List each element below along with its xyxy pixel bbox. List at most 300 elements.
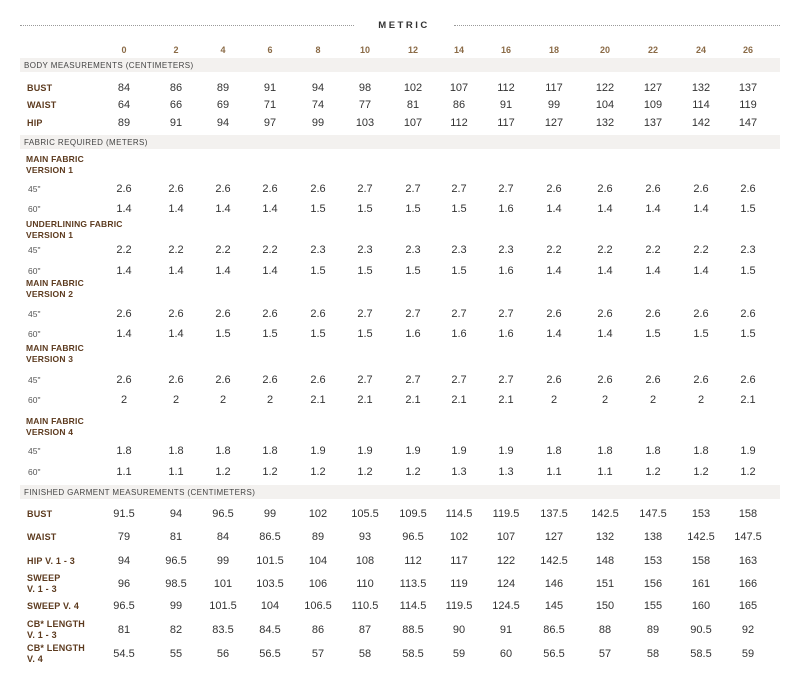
cell-fabric: 1.5 [405, 265, 421, 277]
cell-finished: 96.5 [212, 508, 234, 520]
size-header-12: 12 [407, 45, 418, 55]
cell-body: 86 [452, 99, 466, 111]
fabric-group-title: UNDERLINING FABRIC [26, 219, 123, 229]
cell-fabric: 1.5 [357, 203, 373, 215]
cell-fabric: 2.3 [310, 244, 326, 256]
cell-fabric: 2.6 [262, 374, 278, 386]
cell-finished: 113.5 [399, 578, 427, 590]
cell-fabric: 1.4 [262, 203, 278, 215]
cell-fabric: 2 [266, 394, 274, 406]
cell-fabric: 1.4 [546, 328, 562, 340]
cell-body: 91 [499, 99, 513, 111]
fabric-group-title: MAIN FABRIC [26, 416, 84, 426]
cell-finished: 55 [169, 648, 183, 660]
fabric-group-title: VERSION 1 [26, 230, 74, 240]
cell-fabric: 2.6 [597, 374, 613, 386]
size-header-4: 4 [220, 45, 226, 55]
cell-fabric: 2 [697, 394, 705, 406]
cell-finished: 102 [308, 508, 328, 520]
size-header-14: 14 [453, 45, 464, 55]
cell-body: 102 [403, 82, 423, 94]
cell-fabric: 2.6 [740, 183, 756, 195]
cell-fabric: 2 [550, 394, 558, 406]
fabric-group-title: VERSION 4 [26, 427, 74, 437]
cell-fabric: 2.6 [116, 374, 132, 386]
cell-fabric: 2.7 [451, 183, 467, 195]
cell-fabric: 1.3 [451, 466, 467, 478]
cell-fabric: 2.6 [597, 308, 613, 320]
cell-fabric: 2.2 [597, 244, 613, 256]
cell-finished: 119.5 [445, 600, 473, 612]
size-header-0: 0 [121, 45, 127, 55]
cell-finished: 93 [358, 531, 372, 543]
cell-fabric: 1.8 [693, 445, 709, 457]
size-header-26: 26 [742, 45, 753, 55]
cell-finished: 109.5 [399, 508, 427, 520]
cell-finished: 89 [311, 531, 325, 543]
cell-fabric: 1.6 [498, 328, 514, 340]
cell-fabric: 1.6 [451, 328, 467, 340]
cell-fabric: 1.4 [168, 203, 184, 215]
size-header-8: 8 [315, 45, 321, 55]
cell-body: 64 [117, 99, 131, 111]
cell-finished: 59 [452, 648, 466, 660]
cell-fabric: 1.2 [645, 466, 661, 478]
cell-finished: 56.5 [259, 648, 281, 660]
row-label-finished: V. 1 - 3 [27, 629, 57, 640]
cell-fabric: 1.5 [451, 265, 467, 277]
row-label-body-hip: HIP [27, 118, 43, 128]
cell-finished: 99 [263, 508, 277, 520]
cell-fabric: 1.5 [693, 328, 709, 340]
cell-fabric: 1.2 [405, 466, 421, 478]
cell-finished: 155 [643, 600, 663, 612]
cell-fabric: 2.7 [498, 308, 514, 320]
cell-fabric: 2.2 [262, 244, 278, 256]
cell-fabric: 2.6 [116, 183, 132, 195]
cell-finished: 56 [216, 648, 230, 660]
cell-fabric: 2.6 [645, 308, 661, 320]
cell-fabric: 2 [219, 394, 227, 406]
row-label-width: 60" [28, 266, 41, 276]
cell-fabric: 2.7 [405, 183, 421, 195]
cell-finished: 86 [311, 624, 325, 636]
row-label-body-bust: BUST [27, 83, 53, 93]
cell-fabric: 2.1 [498, 394, 514, 406]
cell-fabric: 1.6 [498, 265, 514, 277]
cell-fabric: 1.8 [597, 445, 613, 457]
row-label-width: 45" [28, 375, 41, 385]
cell-finished: 148 [595, 555, 615, 567]
cell-fabric: 2.6 [597, 183, 613, 195]
cell-fabric: 2.7 [451, 308, 467, 320]
cell-finished: 96.5 [402, 531, 424, 543]
section-label-body-measurements: BODY MEASUREMENTS (CENTIMETERS) [24, 61, 194, 70]
cell-fabric: 1.9 [357, 445, 373, 457]
cell-fabric: 2.7 [405, 308, 421, 320]
cell-finished: 119 [450, 578, 468, 590]
cell-fabric: 1.4 [597, 265, 613, 277]
cell-finished: 56.5 [543, 648, 565, 660]
cell-fabric: 2.7 [357, 374, 373, 386]
fabric-group-title: VERSION 2 [26, 289, 74, 299]
cell-finished: 58 [646, 648, 660, 660]
cell-body: 86 [169, 82, 183, 94]
row-label-finished: WAIST [27, 532, 57, 542]
cell-body: 77 [358, 99, 372, 111]
cell-finished: 132 [595, 531, 615, 543]
cell-finished: 156 [643, 578, 663, 590]
cell-finished: 127 [544, 531, 564, 543]
row-label-width: 60" [28, 329, 41, 339]
cell-fabric: 2.2 [693, 244, 709, 256]
cell-fabric: 1.8 [546, 445, 562, 457]
cell-fabric: 1.4 [597, 203, 613, 215]
cell-finished: 104 [260, 600, 280, 612]
cell-body: 127 [544, 117, 564, 129]
cell-finished: 119.5 [492, 508, 520, 520]
cell-fabric: 1.8 [645, 445, 661, 457]
cell-finished: 142.5 [591, 508, 619, 520]
cell-body: 71 [263, 99, 277, 111]
cell-fabric: 1.2 [310, 466, 326, 478]
cell-finished: 142.5 [687, 531, 715, 543]
cell-body: 119 [739, 99, 757, 111]
cell-fabric: 2.1 [405, 394, 421, 406]
cell-fabric: 1.1 [546, 466, 562, 478]
cell-fabric: 1.8 [215, 445, 231, 457]
cell-finished: 124 [496, 578, 516, 590]
cell-fabric: 1.4 [693, 203, 709, 215]
cell-fabric: 2.6 [116, 308, 132, 320]
cell-finished: 96.5 [113, 600, 135, 612]
cell-fabric: 2.1 [740, 394, 756, 406]
cell-fabric: 2.1 [310, 394, 326, 406]
cell-fabric: 1.4 [597, 328, 613, 340]
cell-fabric: 2.7 [451, 374, 467, 386]
size-header-18: 18 [548, 45, 559, 55]
cell-fabric: 2.6 [310, 308, 326, 320]
cell-finished: 90.5 [690, 624, 712, 636]
row-label-finished: SWEEP V. 4 [27, 601, 80, 611]
cell-fabric: 2.2 [116, 244, 132, 256]
cell-body: 122 [595, 82, 615, 94]
size-header-10: 10 [359, 45, 370, 55]
cell-body: 89 [216, 82, 230, 94]
cell-fabric: 1.3 [498, 466, 514, 478]
cell-fabric: 2.3 [498, 244, 514, 256]
cell-body: 107 [403, 117, 423, 129]
row-label-body-waist: WAIST [27, 100, 57, 110]
cell-finished: 165 [738, 600, 758, 612]
cell-fabric: 1.9 [498, 445, 514, 457]
cell-fabric: 1.5 [262, 328, 278, 340]
cell-body: 91 [263, 82, 277, 94]
cell-body: 147 [738, 117, 758, 129]
cell-finished: 108 [355, 555, 375, 567]
cell-fabric: 2.6 [168, 183, 184, 195]
row-label-finished: V. 4 [27, 653, 43, 664]
cell-finished: 150 [595, 600, 615, 612]
cell-fabric: 2.2 [546, 244, 562, 256]
cell-body: 97 [263, 117, 277, 129]
cell-finished: 99 [169, 600, 183, 612]
fabric-group-title: MAIN FABRIC [26, 154, 84, 164]
cell-finished: 90 [452, 624, 466, 636]
cell-body: 112 [450, 117, 468, 129]
cell-fabric: 2.7 [357, 308, 373, 320]
cell-fabric: 1.4 [168, 328, 184, 340]
cell-finished: 166 [738, 578, 758, 590]
cell-finished: 57 [598, 648, 612, 660]
cell-body: 127 [643, 82, 663, 94]
cell-fabric: 2.6 [262, 308, 278, 320]
cell-fabric: 2 [172, 394, 180, 406]
cell-fabric: 2.6 [645, 183, 661, 195]
cell-fabric: 1.2 [740, 466, 756, 478]
cell-fabric: 2.3 [451, 244, 467, 256]
cell-body: 98 [358, 82, 372, 94]
cell-fabric: 1.4 [215, 203, 231, 215]
row-label-width: 45" [28, 446, 41, 456]
cell-finished: 110.5 [351, 600, 379, 612]
cell-fabric: 2.6 [693, 308, 709, 320]
cell-finished: 147.5 [639, 508, 667, 520]
size-header-16: 16 [500, 45, 511, 55]
cell-body: 99 [311, 117, 325, 129]
cell-fabric: 1.2 [262, 466, 278, 478]
fabric-group-title: MAIN FABRIC [26, 343, 84, 353]
cell-fabric: 1.4 [262, 265, 278, 277]
cell-body: 74 [311, 99, 325, 111]
size-header-6: 6 [267, 45, 273, 55]
size-header-24: 24 [695, 45, 706, 55]
row-label-finished: V. 1 - 3 [27, 583, 57, 594]
cell-finished: 112 [404, 555, 422, 567]
row-label-finished: BUST [27, 509, 53, 519]
cell-fabric: 1.2 [215, 466, 231, 478]
cell-fabric: 2.6 [740, 374, 756, 386]
cell-fabric: 1.5 [645, 328, 661, 340]
cell-finished: 145 [544, 600, 564, 612]
row-label-finished: HIP V. 1 - 3 [27, 556, 75, 566]
cell-body: 112 [497, 82, 515, 94]
cell-body: 132 [595, 117, 615, 129]
cell-fabric: 2.6 [215, 183, 231, 195]
cell-finished: 83.5 [212, 624, 234, 636]
cell-fabric: 1.9 [310, 445, 326, 457]
cell-fabric: 1.5 [215, 328, 231, 340]
cell-finished: 89 [646, 624, 660, 636]
size-header-22: 22 [647, 45, 658, 55]
cell-body: 66 [169, 99, 183, 111]
cell-fabric: 1.4 [116, 265, 132, 277]
cell-fabric: 1.8 [262, 445, 278, 457]
cell-finished: 57 [311, 648, 325, 660]
cell-fabric: 1.8 [168, 445, 184, 457]
section-label-finished-garment: FINISHED GARMENT MEASUREMENTS (CENTIMETERS) [24, 488, 256, 497]
cell-body: 114 [692, 99, 710, 111]
cell-body: 94 [216, 117, 230, 129]
cell-finished: 96 [117, 578, 131, 590]
cell-fabric: 1.4 [693, 265, 709, 277]
cell-finished: 84 [216, 531, 230, 543]
cell-finished: 88.5 [402, 624, 424, 636]
cell-body: 104 [595, 99, 615, 111]
cell-finished: 94 [117, 555, 131, 567]
cell-fabric: 1.5 [357, 265, 373, 277]
cell-fabric: 1.1 [597, 466, 613, 478]
size-header-2: 2 [173, 45, 179, 55]
cell-fabric: 1.5 [405, 203, 421, 215]
cell-body: 99 [547, 99, 561, 111]
cell-finished: 142.5 [540, 555, 568, 567]
size-header-20: 20 [599, 45, 610, 55]
cell-finished: 94 [169, 508, 183, 520]
cell-fabric: 2 [601, 394, 609, 406]
cell-fabric: 2.6 [215, 374, 231, 386]
cell-finished: 59 [741, 648, 755, 660]
cell-finished: 99 [216, 555, 230, 567]
fabric-group-title: VERSION 1 [26, 165, 74, 175]
cell-finished: 58 [358, 648, 372, 660]
dotted-rule-left [20, 25, 354, 26]
cell-finished: 86.5 [259, 531, 281, 543]
cell-fabric: 1.5 [740, 203, 756, 215]
cell-fabric: 1.4 [116, 328, 132, 340]
cell-finished: 84.5 [259, 624, 281, 636]
cell-fabric: 2.6 [310, 183, 326, 195]
cell-fabric: 1.4 [215, 265, 231, 277]
cell-body: 91 [169, 117, 183, 129]
cell-fabric: 1.5 [357, 328, 373, 340]
cell-finished: 104 [308, 555, 328, 567]
cell-fabric: 2.6 [740, 308, 756, 320]
cell-fabric: 2.7 [498, 183, 514, 195]
cell-fabric: 1.4 [116, 203, 132, 215]
cell-fabric: 2.7 [357, 183, 373, 195]
row-label-finished: CB* LENGTH [27, 643, 85, 653]
cell-finished: 161 [691, 578, 711, 590]
cell-finished: 158 [691, 555, 711, 567]
cell-finished: 153 [691, 508, 711, 520]
cell-fabric: 1.4 [546, 203, 562, 215]
cell-finished: 137.5 [540, 508, 568, 520]
cell-fabric: 2.6 [693, 183, 709, 195]
cell-fabric: 1.5 [740, 328, 756, 340]
cell-body: 132 [691, 82, 711, 94]
cell-finished: 54.5 [113, 648, 135, 660]
cell-fabric: 2.6 [546, 183, 562, 195]
cell-finished: 87 [358, 624, 372, 636]
cell-fabric: 2.6 [168, 374, 184, 386]
fabric-group-title: VERSION 3 [26, 354, 74, 364]
section-label-fabric-required: FABRIC REQUIRED (METERS) [24, 138, 148, 147]
cell-finished: 106 [308, 578, 328, 590]
fabric-group-title: MAIN FABRIC [26, 278, 84, 288]
cell-body: 94 [311, 82, 325, 94]
row-label-width: 45" [28, 184, 41, 194]
cell-body: 89 [117, 117, 131, 129]
cell-body: 137 [738, 82, 758, 94]
cell-finished: 88 [598, 624, 612, 636]
cell-finished: 60 [499, 648, 513, 660]
cell-finished: 124.5 [492, 600, 520, 612]
cell-finished: 160 [691, 600, 711, 612]
page-title: METRIC [378, 20, 430, 31]
cell-fabric: 2.7 [498, 374, 514, 386]
cell-body: 142 [691, 117, 711, 129]
cell-fabric: 1.5 [310, 203, 326, 215]
cell-finished: 92 [741, 624, 755, 636]
cell-fabric: 2.3 [405, 244, 421, 256]
cell-finished: 101.5 [256, 555, 284, 567]
cell-finished: 101.5 [209, 600, 237, 612]
dotted-rule-right [454, 25, 780, 26]
cell-fabric: 2 [120, 394, 128, 406]
cell-body: 84 [117, 82, 131, 94]
cell-finished: 81 [169, 531, 183, 543]
cell-fabric: 2.6 [215, 308, 231, 320]
cell-finished: 147.5 [734, 531, 762, 543]
cell-fabric: 1.1 [116, 466, 132, 478]
cell-finished: 58.5 [690, 648, 712, 660]
cell-fabric: 2 [649, 394, 657, 406]
cell-finished: 105.5 [351, 508, 379, 520]
cell-fabric: 1.9 [405, 445, 421, 457]
cell-finished: 110 [356, 578, 374, 590]
cell-fabric: 1.1 [168, 466, 184, 478]
cell-fabric: 1.8 [116, 445, 132, 457]
cell-finished: 101 [213, 578, 233, 590]
cell-body: 137 [643, 117, 663, 129]
cell-fabric: 1.4 [168, 265, 184, 277]
cell-fabric: 2.1 [357, 394, 373, 406]
cell-finished: 122 [496, 555, 516, 567]
cell-body: 69 [216, 99, 230, 111]
cell-finished: 79 [117, 531, 131, 543]
cell-fabric: 2.3 [740, 244, 756, 256]
row-label-width: 45" [28, 309, 41, 319]
cell-finished: 138 [643, 531, 663, 543]
cell-finished: 153 [643, 555, 663, 567]
cell-fabric: 1.4 [546, 265, 562, 277]
cell-fabric: 2.6 [645, 374, 661, 386]
title-row [0, 14, 800, 38]
cell-fabric: 2.7 [405, 374, 421, 386]
row-label-width: 60" [28, 204, 41, 214]
cell-body: 103 [355, 117, 375, 129]
cell-fabric: 2.6 [310, 374, 326, 386]
cell-fabric: 1.9 [451, 445, 467, 457]
cell-finished: 91 [499, 624, 513, 636]
row-label-finished: SWEEP [27, 573, 61, 583]
cell-finished: 151 [595, 578, 615, 590]
cell-fabric: 1.6 [405, 328, 421, 340]
cell-body: 117 [545, 82, 563, 94]
cell-finished: 91.5 [113, 508, 135, 520]
cell-fabric: 1.2 [693, 466, 709, 478]
row-label-finished: CB* LENGTH [27, 619, 85, 629]
row-label-width: 60" [28, 467, 41, 477]
cell-fabric: 2.1 [451, 394, 467, 406]
cell-finished: 86.5 [543, 624, 565, 636]
cell-fabric: 1.5 [740, 265, 756, 277]
cell-finished: 58.5 [402, 648, 424, 660]
cell-body: 107 [449, 82, 469, 94]
cell-finished: 82 [169, 624, 183, 636]
cell-finished: 107 [496, 531, 516, 543]
